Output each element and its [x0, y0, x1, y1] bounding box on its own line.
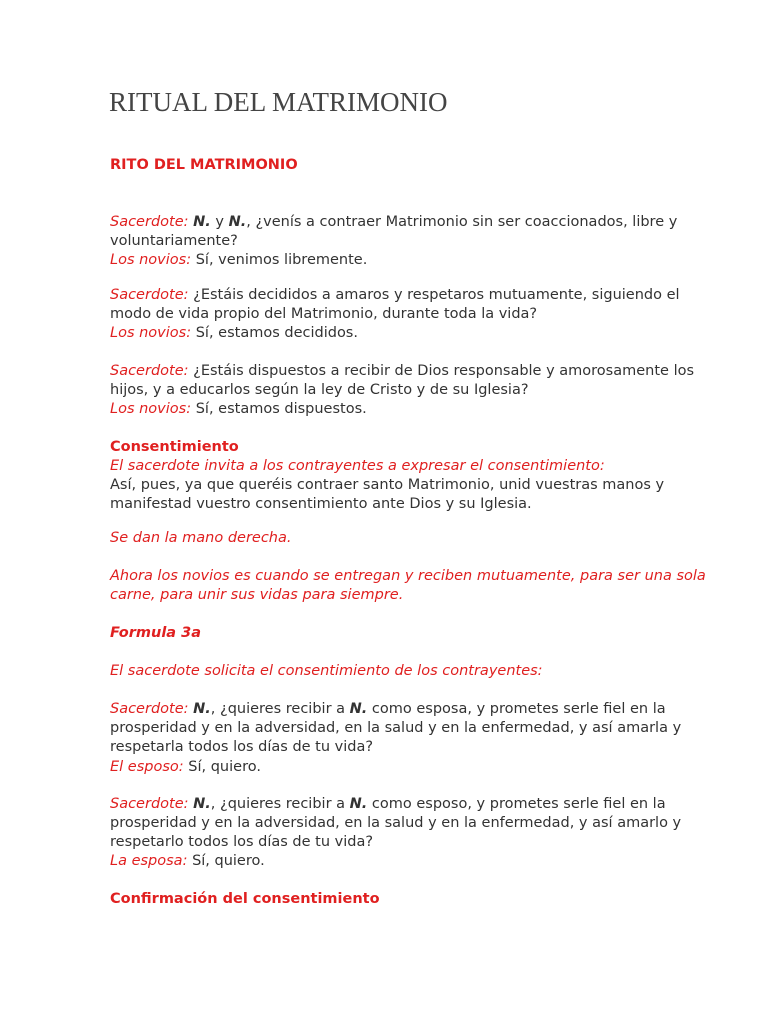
- rubric-note: Ahora los novios es cuando se entregan y reciben mutuamente, para ser una sola: [110, 568, 706, 584]
- speaker-label: Sacerdote:: [110, 701, 189, 717]
- rubric-note: carne, para unir sus vidas para siempre.: [110, 587, 404, 603]
- document-title: RITUAL DEL MATRIMONIO: [109, 87, 448, 117]
- name-placeholder: N.: [193, 701, 211, 717]
- question-text: ¿Estáis decididos a amaros y respetaros mutuamente, siguiendo el: [193, 287, 680, 303]
- name-placeholder: N.: [228, 214, 247, 230]
- name-placeholder: N.: [193, 796, 211, 812]
- speaker-label: Sacerdote:: [110, 796, 189, 812]
- question-text: voluntariamente?: [110, 233, 238, 249]
- section-heading-formula: Formula 3a: [110, 625, 202, 641]
- speaker-label: Sacerdote:: [110, 363, 189, 379]
- conjunction: y: [215, 214, 224, 230]
- dialogue-line: [110, 213, 677, 232]
- reply-text: Sí, venimos libremente.: [195, 252, 368, 268]
- question-text: respetarla todos los días de tu vida?: [110, 739, 374, 755]
- priest-text: manifestad vuestro consentimiento ante Dios y su Iglesia.: [110, 496, 532, 512]
- reply-line: [110, 852, 265, 871]
- question-text: respetarlo todos los días de tu vida?: [110, 834, 374, 850]
- question-text: ¿Estáis dispuestos a recibir de Dios responsable y amorosamente los: [193, 363, 695, 379]
- speaker-label: Los novios:: [110, 401, 192, 417]
- dialogue-line: [110, 700, 666, 719]
- reply-text: Sí, quiero.: [188, 759, 261, 775]
- name-placeholder: N.: [349, 796, 368, 812]
- question-text: modo de vida propio del Matrimonio, durante toda la vida?: [110, 306, 538, 322]
- rubric-text: Se dan la mano derecha.: [110, 530, 292, 546]
- question-text: , ¿quieres recibir a: [210, 701, 346, 717]
- reply-text: Sí, estamos dispuestos.: [195, 401, 367, 417]
- speaker-label: Sacerdote:: [110, 214, 189, 230]
- reply-text: Sí, quiero.: [192, 853, 265, 869]
- dialogue-line: [110, 286, 680, 305]
- speaker-label: Sacerdote:: [110, 287, 189, 303]
- reply-line: [110, 251, 367, 270]
- speaker-label: El esposo:: [110, 759, 184, 775]
- dialogue-line: [110, 362, 694, 381]
- section-heading-consentimiento: Consentimiento: [110, 439, 239, 455]
- question-text: como esposo, y prometes serle fiel en la: [371, 796, 666, 812]
- question-text: como esposa, y prometes serle fiel en la: [371, 701, 666, 717]
- reply-line: [110, 400, 367, 419]
- question-text: , ¿quieres recibir a: [210, 796, 346, 812]
- reply-text: Sí, estamos decididos.: [195, 325, 358, 341]
- section-heading-confirmacion: Confirmación del consentimiento: [110, 891, 380, 907]
- rubric-text: El sacerdote invita a los contrayentes a expresar el consentimiento:: [110, 458, 605, 474]
- reply-line: [110, 758, 261, 777]
- name-placeholder: N.: [349, 701, 368, 717]
- reply-line: [110, 324, 358, 343]
- section-heading-rito: RITO DEL MATRIMONIO: [110, 157, 298, 173]
- speaker-label: Los novios:: [110, 252, 192, 268]
- question-text: prosperidad y en la adversidad, en la salud y en la enfermedad, y así amarlo y: [110, 815, 682, 831]
- question-text: prosperidad y en la adversidad, en la salud y en la enfermedad, y así amarla y: [110, 720, 682, 736]
- question-text: , ¿venís a contraer Matrimonio sin ser coaccionados, libre y: [246, 214, 678, 230]
- speaker-label: Los novios:: [110, 325, 192, 341]
- question-text: hijos, y a educarlos según la ley de Cristo y de su Iglesia?: [110, 382, 529, 398]
- name-placeholder: N.: [193, 214, 211, 230]
- rubric-text: El sacerdote solicita el consentimiento de los contrayentes:: [110, 663, 543, 679]
- dialogue-line: [110, 795, 666, 814]
- priest-text: Así, pues, ya que queréis contraer santo Matrimonio, unid vuestras manos y: [110, 477, 665, 493]
- speaker-label: La esposa:: [110, 853, 188, 869]
